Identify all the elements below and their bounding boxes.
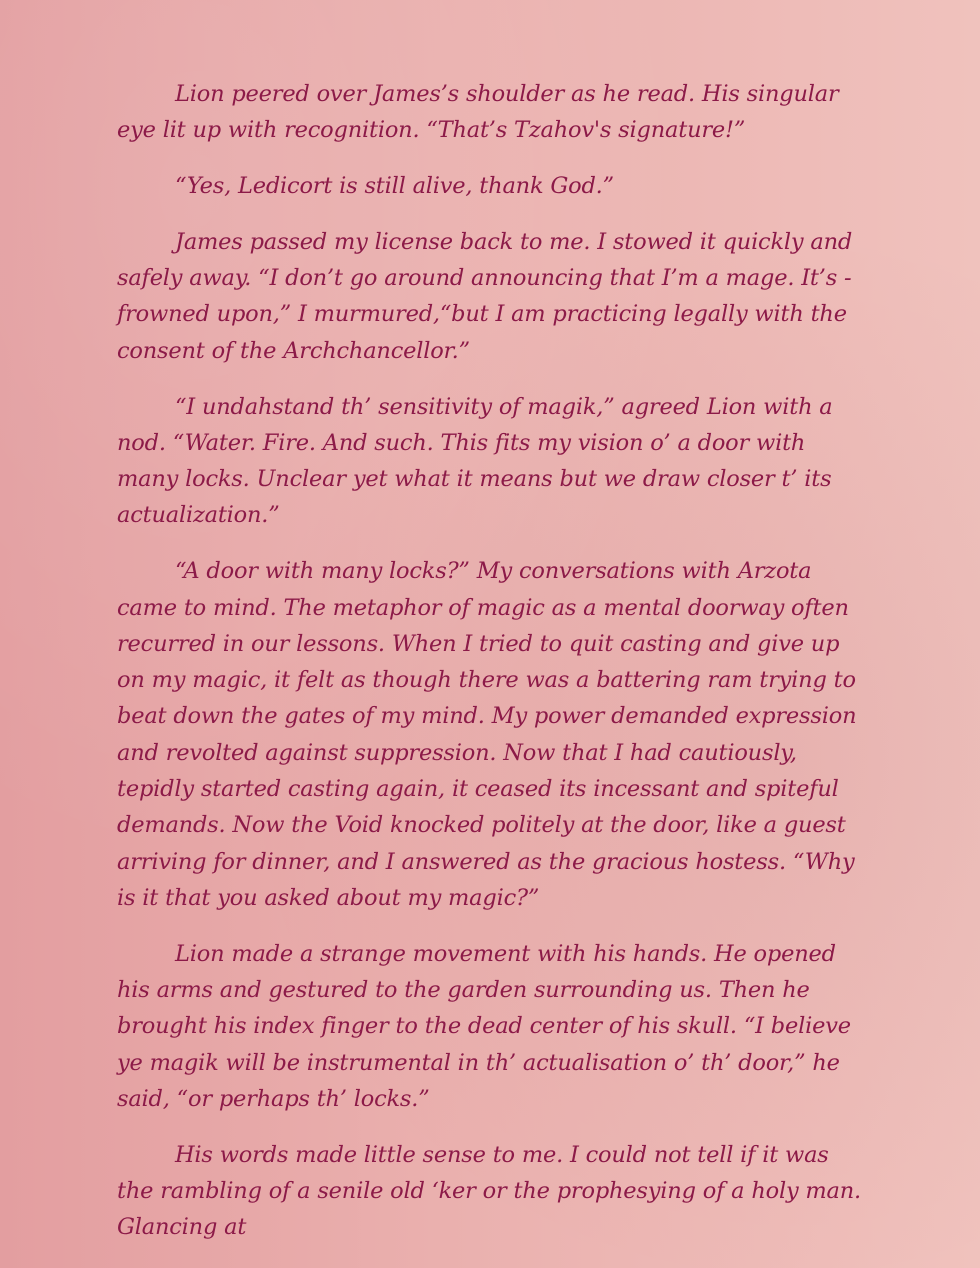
paragraph: “A door with many locks?” My conversations with Arzota came to mind. The metaphor of magic as a mental doorway often recurred in our lessons. When I tried to quit casting and give up on my magic, it felt as though there was a battering ram trying to beat down the gates of my mind. My power demanded expression and revolted against suppression. Now that I had cautiously, tepidly started casting again, it ceased its incessant and spiteful demands. Now the Void knocked politely at the door, like a guest arriving for dinner, and I answered as the gracious hostess. “Why is it that you asked about my magic?” (117, 558, 857, 911)
paragraph: Lion peered over James’s shoulder as he read. His singular eye lit up with recognition. “That’s Tzahov's signature!” (117, 81, 839, 144)
paragraph: Lion made a strange movement with his hands. He opened his arms and gestured to the garden surrounding us. Then he brought his index finger to the dead center of his skull. “I believe ye magik will be instrumental in th’ actualisation o’ th’ door,” he said, “or perhaps th’ locks.” (117, 940, 851, 1112)
paragraph: “Yes, Ledicort is still alive, thank God.” (175, 173, 614, 200)
paragraph: His words made little sense to me. I could not tell if it was the rambling of a senile old ‘ker or the prophesying of a holy man. Glancing at (117, 1141, 862, 1241)
paragraph: James passed my license back to me. I stowed it quickly and safely away. “I don’t go around announcing that I’m a mage. It’s - frowned upon,” I murmured,“but I am practicing legally with the consent of the Archchancellor.” (117, 228, 853, 364)
paragraph: “I undahstand th’ sensitivity of magik,” agreed Lion with a nod. “Water. Fire. And such. This fits my vision o’ a door with many locks. Unclear yet what it means but we draw closer t’ its actualization.” (117, 393, 833, 529)
page-text (117, 76, 869, 1265)
